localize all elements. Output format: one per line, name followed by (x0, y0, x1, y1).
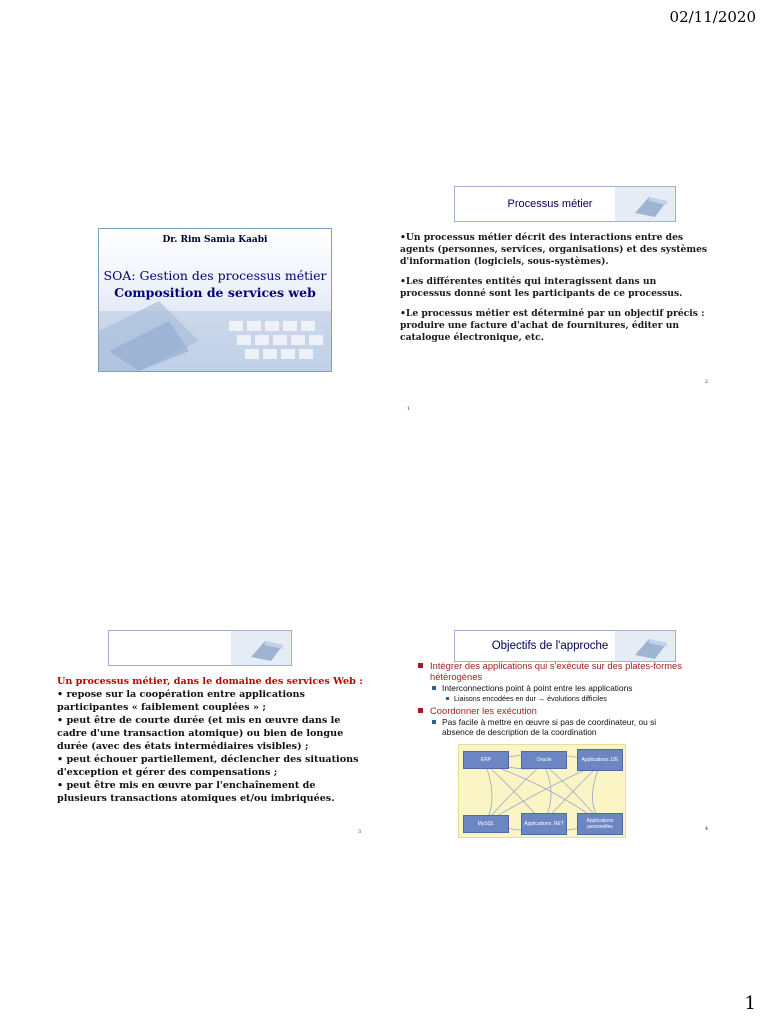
bullet-item: • peut être mis en œuvre par l'enchaînement de plusieurs transactions atomiques et/ou imbriquées. (57, 780, 335, 804)
page-date: 02/11/2020 (669, 8, 756, 26)
list-item-text: Interconnections point à point entre les applications (442, 683, 633, 693)
slide-4 (396, 628, 708, 840)
list-item-text: Pas facile à mettre en œuvre si pas de coordinateur, ou si absence de description de la coordination (442, 717, 657, 737)
slide-1 (98, 228, 410, 438)
bullet-square-icon (418, 663, 423, 668)
bullet-square-icon (418, 708, 423, 713)
objectives-list (418, 660, 688, 737)
slide-number: 2 (704, 379, 708, 385)
author-name: Dr. Rim Samia Kaabi (162, 235, 268, 245)
list-item-text: Coordonner les exécution (430, 705, 537, 716)
integration-diagram (458, 744, 626, 838)
slide-number: 1 (406, 406, 410, 412)
slide-2 (396, 184, 708, 389)
slide-header (454, 186, 676, 222)
slide-number: 4 (704, 826, 708, 832)
list-item (418, 660, 688, 682)
slide-body (57, 675, 367, 805)
slide-header (108, 630, 292, 666)
list-item (418, 683, 688, 693)
box-erp: ERP (463, 751, 509, 769)
intro-text: Un processus métier, dans le domaine des services Web : (57, 676, 363, 687)
slide-header-title: Objectifs de l'approche (491, 640, 609, 652)
book-graphic (615, 631, 675, 661)
bullet-square-icon (432, 720, 436, 724)
box-mysql: MySQL (463, 815, 509, 833)
title-slide-panel (98, 228, 332, 372)
box-net: Applications .NET (521, 813, 567, 835)
box-j2ee: Applications J2E (577, 749, 623, 771)
book-graphic (615, 187, 675, 221)
list-item-text: Intégrer des applications qui s'exécute sur des plates-formes hétérogènes (430, 660, 682, 682)
title-line-1: SOA: Gestion des processus métier (103, 268, 327, 283)
title-line-2: Composition de services web (114, 285, 316, 300)
presentation-title (99, 267, 331, 301)
bullet-square-icon (446, 697, 449, 700)
slide-header (454, 630, 676, 662)
slide-header-title: Processus métier (507, 198, 593, 210)
paragraph: •Le processus métier est déterminé par un objectif précis : produire une facture d'achat de fournitures, éditer un catalogue électronique, etc. (400, 308, 705, 343)
bullet-item: • peut être de courte durée (et mis en œuvre dans le cadre d'une transaction atomique) ou bien de longue durée (avec des états intermédiaires visibles) ; (57, 715, 344, 752)
box-personal-apps: Applications personelles (577, 813, 623, 835)
paragraph: •Un processus métier décrit des interactions entre des agents (personnes, services, organisations) et des systèmes d'information (logiciels, sous-systèmes). (400, 232, 708, 267)
slide-body (400, 232, 710, 352)
box-oracle: Oracle (521, 751, 567, 769)
paragraph: •Les différentes entités qui interagissent dans un processus donné sont les participants de ce processus. (400, 276, 683, 299)
list-item-text: Liaisons encodées en dur → évolutions difficiles (454, 694, 607, 703)
list-item (418, 694, 688, 703)
list-item (418, 705, 688, 716)
slide-3 (55, 630, 367, 835)
bullet-item: • repose sur la coopération entre applications participantes « faiblement couplées » ; (57, 689, 305, 713)
list-item (418, 717, 688, 737)
bullet-square-icon (432, 686, 436, 690)
book-graphic (231, 631, 291, 665)
bullet-item: • peut échouer partiellement, déclencher des situations d'exception et gérer des compensations ; (57, 754, 359, 778)
page-number: 1 (744, 993, 756, 1014)
slide-number: 3 (357, 829, 361, 835)
